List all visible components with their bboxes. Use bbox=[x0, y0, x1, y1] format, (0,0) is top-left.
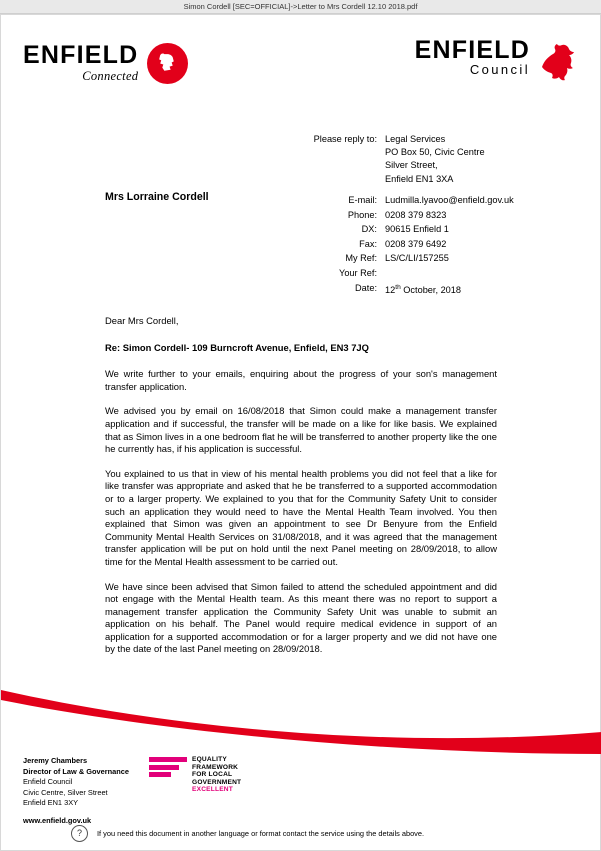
date-rest: October, 2018 bbox=[400, 284, 462, 295]
equality-line: FOR LOCAL bbox=[192, 771, 233, 779]
equality-line: FRAMEWORK bbox=[192, 763, 239, 771]
logo-left-subtitle: Connected bbox=[82, 69, 139, 83]
contact-label: E-mail: bbox=[348, 195, 377, 205]
contact-value: 0208 379 8323 bbox=[385, 209, 447, 220]
subject-line: Re: Simon Cordell- 109 Burncroft Avenue, Enfield, EN3 7JQ bbox=[105, 341, 369, 353]
equality-bars-icon bbox=[149, 756, 187, 794]
reply-address-line: Enfield EN1 3XA bbox=[385, 173, 454, 184]
body-paragraph: You explained to us that in view of his mental health problems you did not feel that a like for like transfer was appropriate and asked that he be transferred to a supported accommodation or to a larger property. We explained to you that for the Community Safety Unit to consider such an application they would need to have the Mental Health Team involved. You then explained that Simon was given an appointment to see Dr Benyure from the Enfield Community Mental Health Services on 31/08/2018, and it was agreed that the management transfer application will be put on hold until the next Panel meeting on 28/09/2018, to allow time for the Mental Health assessment to be carried out. bbox=[105, 467, 497, 567]
footer-org: Enfield Council bbox=[23, 777, 73, 787]
reply-to-address bbox=[385, 133, 485, 186]
enfield-connected-logo bbox=[23, 43, 188, 84]
equality-line: GOVERNMENT bbox=[192, 778, 242, 786]
contact-row bbox=[301, 237, 514, 252]
equality-level: EXCELLENT bbox=[192, 786, 233, 794]
contact-row bbox=[301, 281, 514, 298]
recipient-name: Mrs Lorraine Cordell bbox=[105, 191, 209, 203]
footer-address-line: Enfield EN1 3XY bbox=[23, 798, 79, 808]
window-title-bar bbox=[0, 0, 601, 14]
equality-framework-logo bbox=[149, 756, 241, 794]
logo-right-subtitle: Council bbox=[469, 62, 530, 77]
contact-label: Phone: bbox=[347, 209, 377, 220]
reply-address-line: PO Box 50, Civic Centre bbox=[385, 147, 485, 158]
contact-value: 0208 379 6492 bbox=[385, 238, 447, 249]
enfield-council-logo bbox=[415, 37, 580, 83]
salutation: Dear Mrs Cordell, bbox=[105, 315, 179, 326]
reply-address-line: Legal Services bbox=[385, 134, 446, 144]
contact-label: Date: bbox=[355, 282, 377, 293]
contact-row bbox=[301, 251, 514, 266]
contact-row bbox=[301, 266, 514, 281]
contact-label: Fax: bbox=[359, 238, 377, 249]
logo-left-wordmark: ENFIELD bbox=[23, 41, 139, 69]
body-paragraph: We advised you by email on 16/08/2018 that Simon could make a management transfer application and if successful, the transfer will be made on a like for like basis. We explained that as Simon lives in a one bedroom flat he will be transferred to another property like the one he currently has, if his application is successful. bbox=[105, 405, 497, 455]
footer-name: Jeremy Chambers bbox=[23, 756, 88, 765]
date-ordinal-suffix: th bbox=[395, 283, 401, 291]
equality-line: EQUALITY bbox=[192, 756, 227, 763]
letterhead bbox=[1, 15, 600, 107]
letter-body bbox=[105, 315, 497, 668]
equality-text bbox=[192, 756, 241, 794]
contact-value: 90615 Enfield 1 bbox=[385, 224, 449, 235]
logo-right-wordmark: ENFIELD bbox=[414, 36, 530, 64]
contact-row bbox=[301, 208, 514, 223]
contact-value-date bbox=[385, 281, 514, 298]
footer-address-line: Civic Centre, Silver Street bbox=[23, 787, 108, 797]
footer-website[interactable]: www.enfield.gov.uk bbox=[23, 815, 92, 825]
enfield-roundel-icon bbox=[147, 43, 188, 84]
letter-footer bbox=[1, 738, 601, 850]
body-paragraph: We write further to your emails, enquiring about the progress of your son's management transfer application. bbox=[105, 368, 497, 392]
letter-document bbox=[0, 14, 601, 851]
footer-sender-details bbox=[23, 756, 129, 827]
contact-value: Ludmilla.lyavoo@enfield.gov.uk bbox=[385, 195, 514, 205]
contact-label: DX: bbox=[361, 224, 377, 235]
window-title: Simon Cordell [SEC=OFFICIAL]->Letter to Mrs Cordell 12.10 2018.pdf bbox=[183, 2, 418, 11]
reply-to-label: Please reply to: bbox=[313, 134, 377, 144]
question-mark-icon: ? bbox=[71, 825, 88, 842]
date-day: 12 bbox=[385, 284, 396, 295]
contact-details-block bbox=[301, 193, 514, 297]
dragon-icon bbox=[536, 37, 580, 83]
footer-role: Director of Law & Governance bbox=[23, 766, 129, 776]
contact-value bbox=[385, 266, 514, 281]
contact-row bbox=[301, 222, 514, 237]
contact-label: Your Ref: bbox=[339, 267, 377, 278]
body-paragraph: We have since been advised that Simon failed to attend the scheduled appointment and did not engage with the Mental Health team. As this meant there was no report to support a management transfer application the Community Safety Unit was unable to submit an application on his behalf. The Panel would require medical evidence in support of an application for a supported accommodation or for a larger property and we did not have one by the date of the last Panel meeting on 28/09/2018. bbox=[105, 580, 497, 655]
reply-address-line: Silver Street, bbox=[385, 160, 438, 171]
contact-row bbox=[301, 193, 514, 208]
contact-label: My Ref: bbox=[345, 253, 377, 264]
footer-accessibility-note: If you need this document in another language or format contact the service using the details above. bbox=[97, 829, 425, 838]
contact-value: LS/C/LI/157255 bbox=[385, 253, 449, 264]
